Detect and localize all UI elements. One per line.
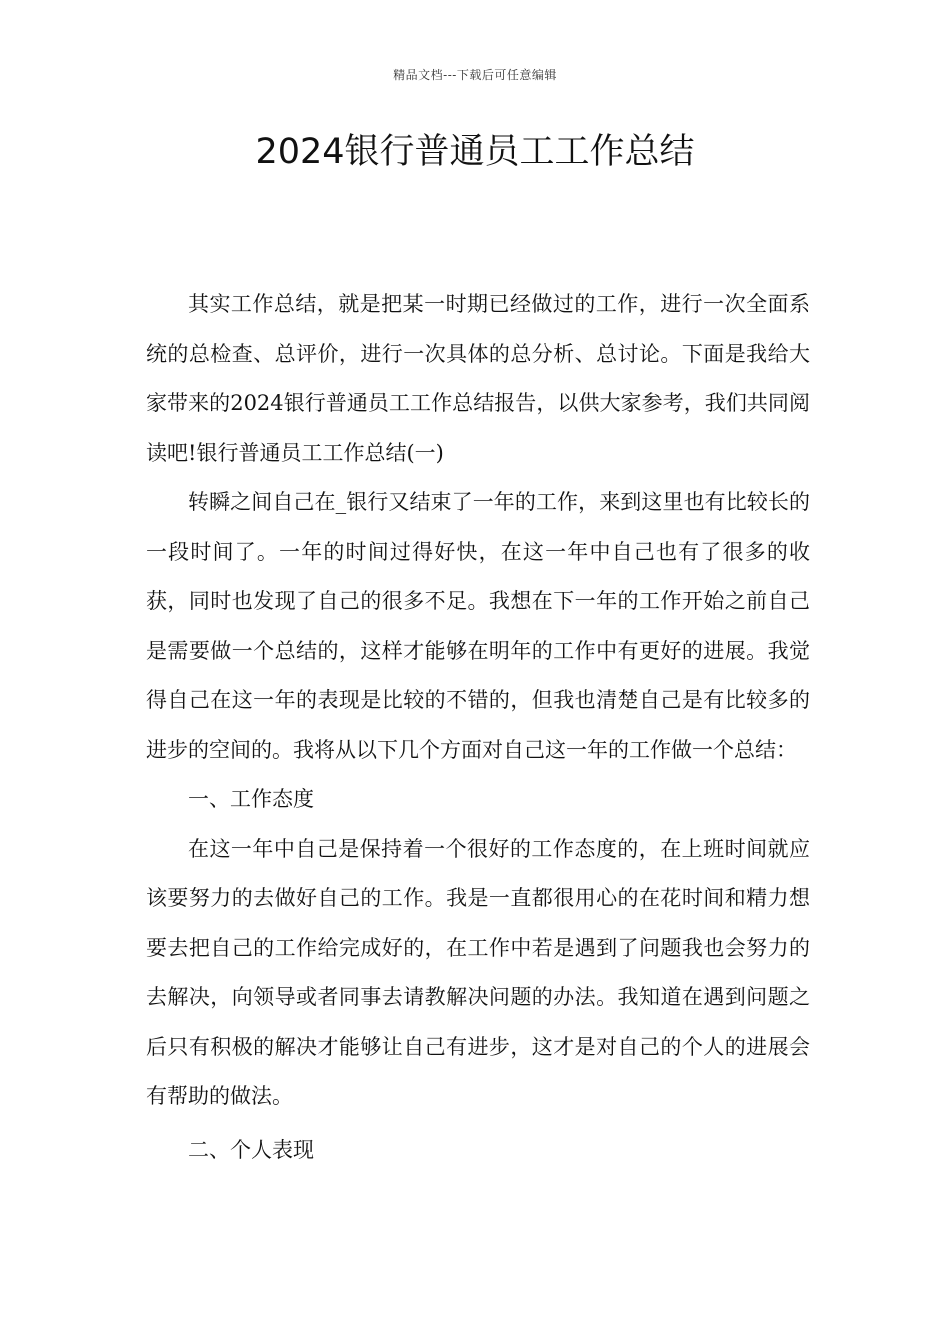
header-note: 精品文档---下载后可任意编辑 — [393, 68, 557, 82]
paragraph-work-attitude: 在这一年中自己是保持着一个很好的工作态度的，在上班时间就应该要努力的去做好自己的工作。我是一直都很用心的在花时间和精力想要去把自己的工作给完成好的，在工作中若是遇到了问题我也会努力的去解决，向领导或者同事去请教解决问题的办法。我知道在遇到问题之后只有积极的解决才能够让自己有进步，这才是对自己的个人的进展会有帮助的做法。 — [146, 836, 810, 1108]
document-body — [146, 280, 810, 1175]
paragraph-review: 转瞬之间自己在_银行又结束了一年的工作，来到这里也有比较长的一段时间了。一年的时间过得好快，在这一年中自己也有了很多的收获，同时也发现了自己的很多不足。我想在下一年的工作开始之前自己是需要做一个总结的，这样才能够在明年的工作中有更好的进展。我觉得自己在这一年的表现是比较的不错的，但我也清楚自己是有比较多的进步的空间的。我将从以下几个方面对自己这一年的工作做一个总结： — [146, 490, 810, 762]
paragraph-intro: 其实工作总结，就是把某一时期已经做过的工作，进行一次全面系统的总检查、总评价，进行一次具体的总分析、总讨论。下面是我给大家带来的2024银行普通员工工作总结报告，以供大家参考，我们共同阅读吧!银行普通员工工作总结(一) — [146, 292, 810, 465]
section-heading-personal-performance: 二、个人表现 — [188, 1137, 314, 1162]
section-heading-work-attitude: 一、工作态度 — [188, 787, 314, 811]
document-title: 2024银行普通员工工作总结 — [255, 132, 695, 172]
